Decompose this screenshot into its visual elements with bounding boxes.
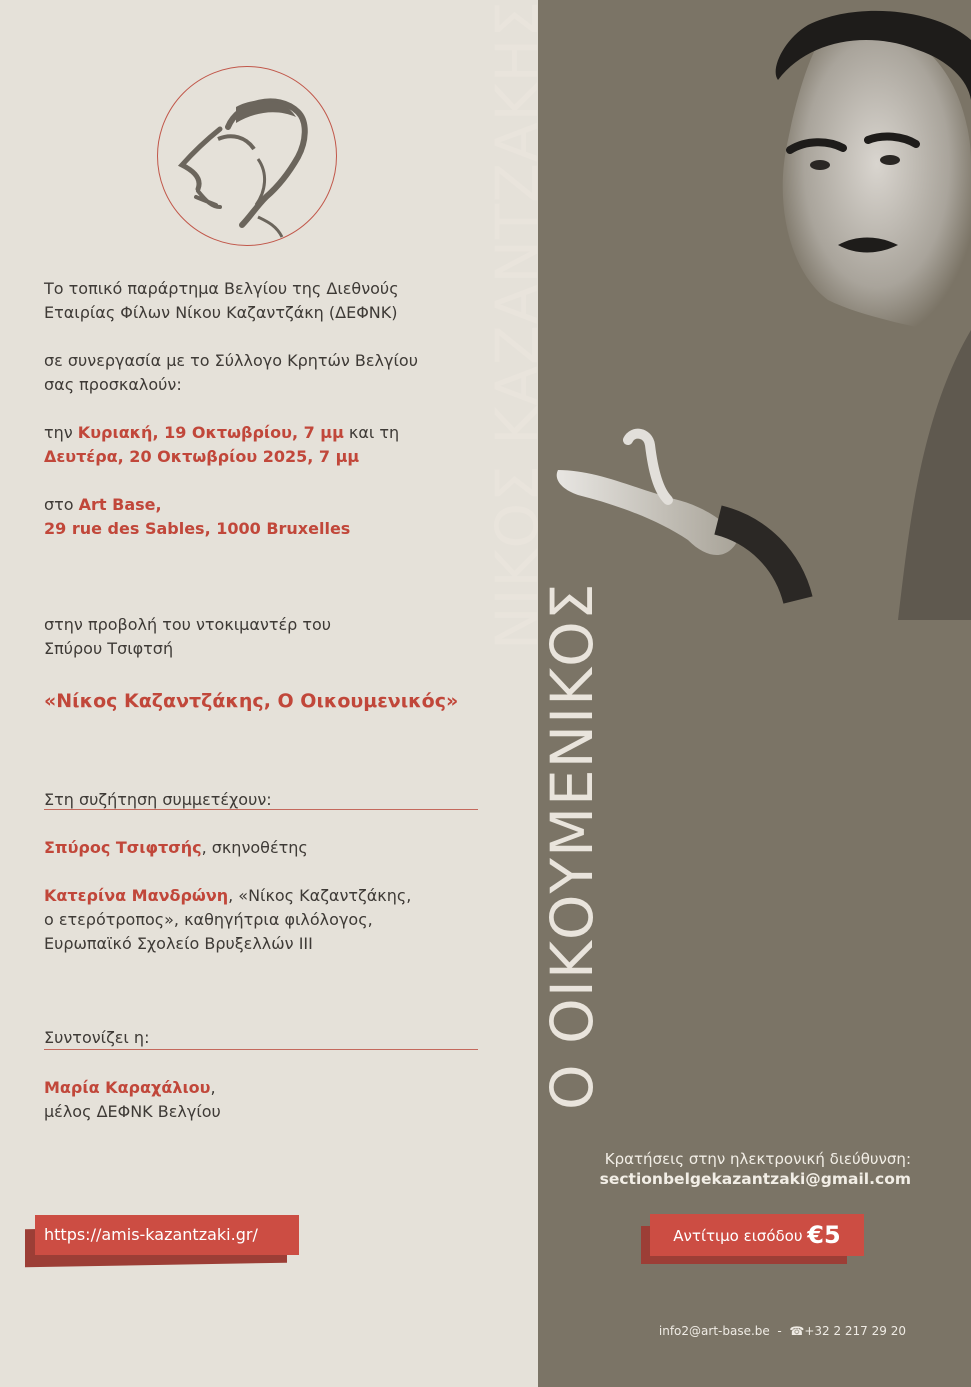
panelist-1 (44, 836, 308, 860)
reservation-label: Κρατήσεις στην ηλεκτρονική διεύθυνση: (604, 1150, 911, 1168)
kazantzakis-photo (538, 0, 971, 620)
moderator-line (44, 1076, 216, 1100)
dates-mid: και τη (343, 423, 400, 442)
venue-name: Art Base, (78, 495, 162, 514)
date-monday: Δευτέρα, 20 Οκτωβρίου 2025, 7 μμ (44, 447, 360, 466)
panel-divider (44, 809, 478, 810)
moderator-heading: Συντονίζει η: (44, 1028, 150, 1047)
screening-line-2: Σπύρου Τσιφτσή (44, 639, 174, 658)
panelist-2-role-1: , «Νίκος Καζαντζάκης, (228, 886, 412, 905)
moderator-divider (44, 1049, 478, 1050)
venue-line (44, 493, 162, 517)
panel-heading: Στη συζήτηση συμμετέχουν: (44, 790, 272, 809)
website-link-label[interactable]: https://amis-kazantzaki.gr/ (35, 1215, 299, 1255)
date-sunday: Κυριακή, 19 Οκτωβρίου, 7 μμ (77, 423, 344, 442)
venue-contact (659, 1324, 906, 1338)
portrait-sketch-icon (158, 67, 338, 247)
screening-line-1: στην προβολή του ντοκιμαντέρ του (44, 615, 332, 634)
intro-line-1: Το τοπικό παράρτημα Βελγίου της Διεθνούς (44, 279, 399, 298)
contact-phone[interactable]: +32 2 217 29 20 (804, 1324, 906, 1338)
website-link[interactable] (35, 1215, 299, 1255)
film-title: «Νίκος Καζαντζάκης, Ο Οικουμενικός» (44, 690, 459, 712)
moderator-role: μέλος ΔΕΦΝΚ Βελγίου (44, 1102, 221, 1121)
ticket-price-text: Αντίτιμο εισόδου (673, 1227, 808, 1245)
moderator-name: Μαρία Καραχάλιου (44, 1078, 211, 1097)
ticket-price-label (650, 1214, 864, 1256)
ticket-price-amount: €5 (807, 1221, 841, 1249)
panelist-2-name: Κατερίνα Μανδρώνη (44, 886, 229, 905)
intro-line-2: Εταιρίας Φίλων Νίκου Καζαντζάκη (ΔΕΦΝΚ) (44, 303, 398, 322)
panelist-1-name: Σπύρος Τσιφτσής (44, 838, 202, 857)
panelist-2-role-2: ο ετερότροπος», καθηγήτρια φιλόλογος, (44, 910, 373, 929)
dates-prefix: την (44, 423, 78, 442)
ticket-price-badge (650, 1214, 864, 1256)
contact-separator: - (769, 1324, 790, 1338)
panelist-2 (44, 884, 411, 908)
panelist-1-role: , σκηνοθέτης (201, 838, 308, 857)
kazantzakis-logo (157, 66, 337, 246)
venue-prefix: στο (44, 495, 79, 514)
phone-icon: ☎ (789, 1324, 805, 1338)
dates-line-1 (44, 421, 399, 445)
intro-line-4: σας προσκαλούν: (44, 375, 182, 394)
intro-line-3: σε συνεργασία με το Σύλλογο Κρητών Βελγίου (44, 351, 418, 370)
poster-title-subtitle: Ο ΟΙΚΟΥΜΕΝΙΚΟΣ (538, 582, 606, 1110)
contact-email[interactable]: info2@art-base.be (658, 1324, 770, 1338)
panelist-2-role-3: Ευρωπαϊκό Σχολείο Βρυξελλών ΙΙΙ (44, 934, 313, 953)
poster-title-name: ΝΙΚΟΣ ΚΑΖΑΝΤΖΑΚΗΣ (483, 0, 551, 650)
moderator-comma: , (210, 1078, 216, 1097)
venue-address: 29 rue des Sables, 1000 Bruxelles (44, 519, 351, 538)
reservation-email[interactable]: sectionbelgekazantzaki@gmail.com (599, 1170, 911, 1188)
